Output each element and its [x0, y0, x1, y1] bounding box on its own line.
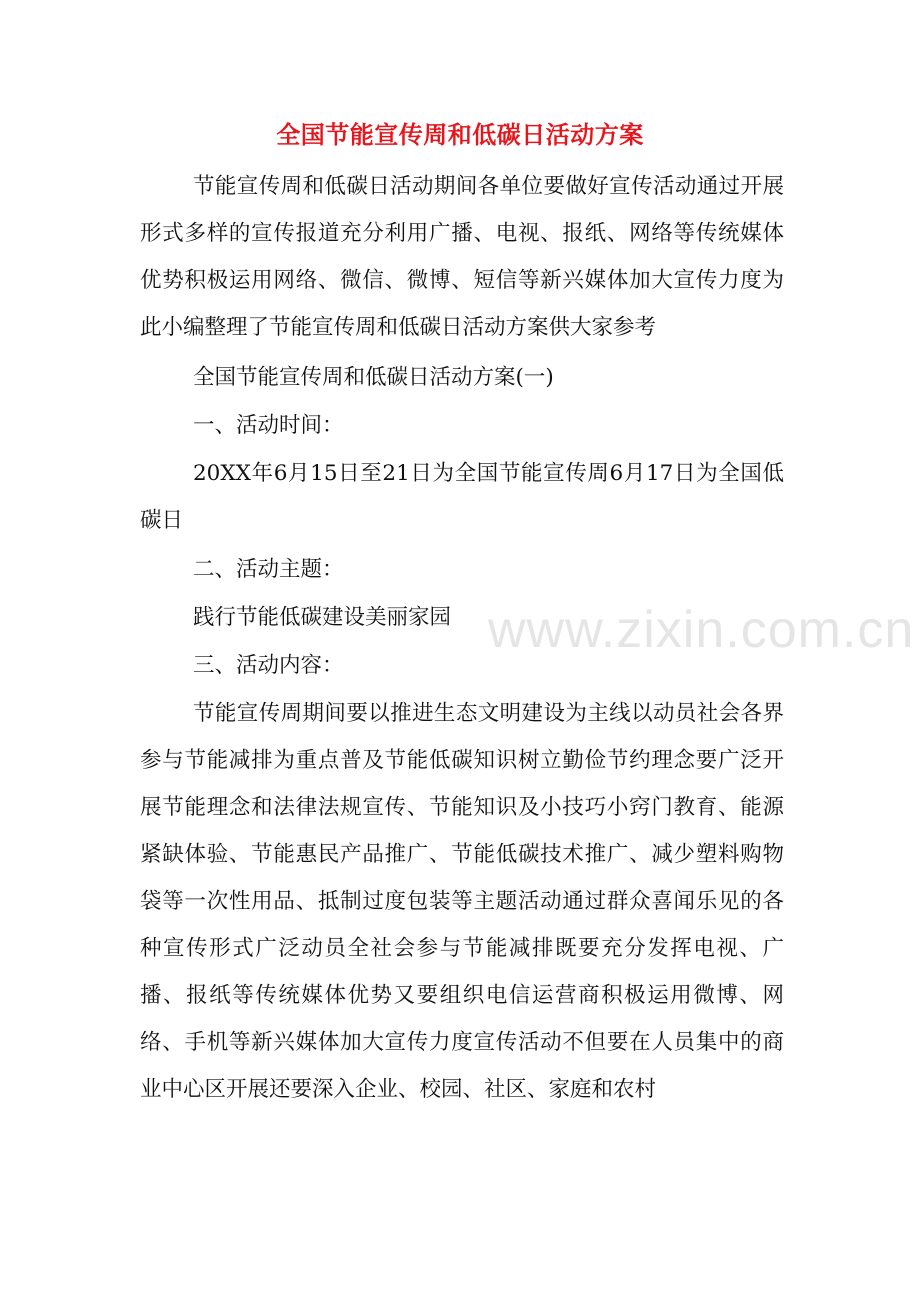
section-1-heading: 一、活动时间： — [193, 413, 344, 438]
section-3-text: 节能宣传周期间要以推进生态文明建设为主线以动员社会各界参与节能减排为重点普及节能低碳知识树立勤俭节约理念要广泛开展节能理念和法律法规宣传、节能知识及小技巧小窍门教育、能源紧缺体验、节能惠民产品推广、节能低碳技术推广、减少塑料购物袋等一次性用品、抵制过度包装等主题活动通过群众喜闻乐见的各种宣传形式广泛动员全社会参与节能减排既要充分发挥电视、广播、报纸等传统媒体优势又要组织电信运营商积极运用微博、网络、手机等新兴媒体加大宣传力度宣传活动不但要在人员集中的商业中心区开展还要深入企业、校园、社区、家庭和农村 — [140, 701, 784, 1102]
section-3-heading: 三、活动内容： — [193, 653, 344, 678]
site-watermark: www.zixin.com.cn — [488, 601, 915, 659]
plan-subtitle: 全国节能宣传周和低碳日活动方案(一) — [193, 365, 554, 390]
section-2-heading: 二、活动主题： — [193, 557, 344, 582]
intro-paragraph: 节能宣传周和低碳日活动期间各单位要做好宣传活动通过开展形式多样的宣传报道充分利用广播、电视、报纸、网络等传统媒体优势积极运用网络、微信、微博、短信等新兴媒体加大宣传力度为此小编整理了节能宣传周和低碳日活动方案供大家参考 — [140, 174, 784, 340]
document-title: 全国节能宣传周和低碳日活动方案 — [276, 120, 644, 149]
section-1-text: 20XX年6月15日至21日为全国节能宣传周6月17日为全国低碳日 — [140, 461, 784, 533]
section-2-text: 践行节能低碳建设美丽家园 — [193, 605, 452, 630]
